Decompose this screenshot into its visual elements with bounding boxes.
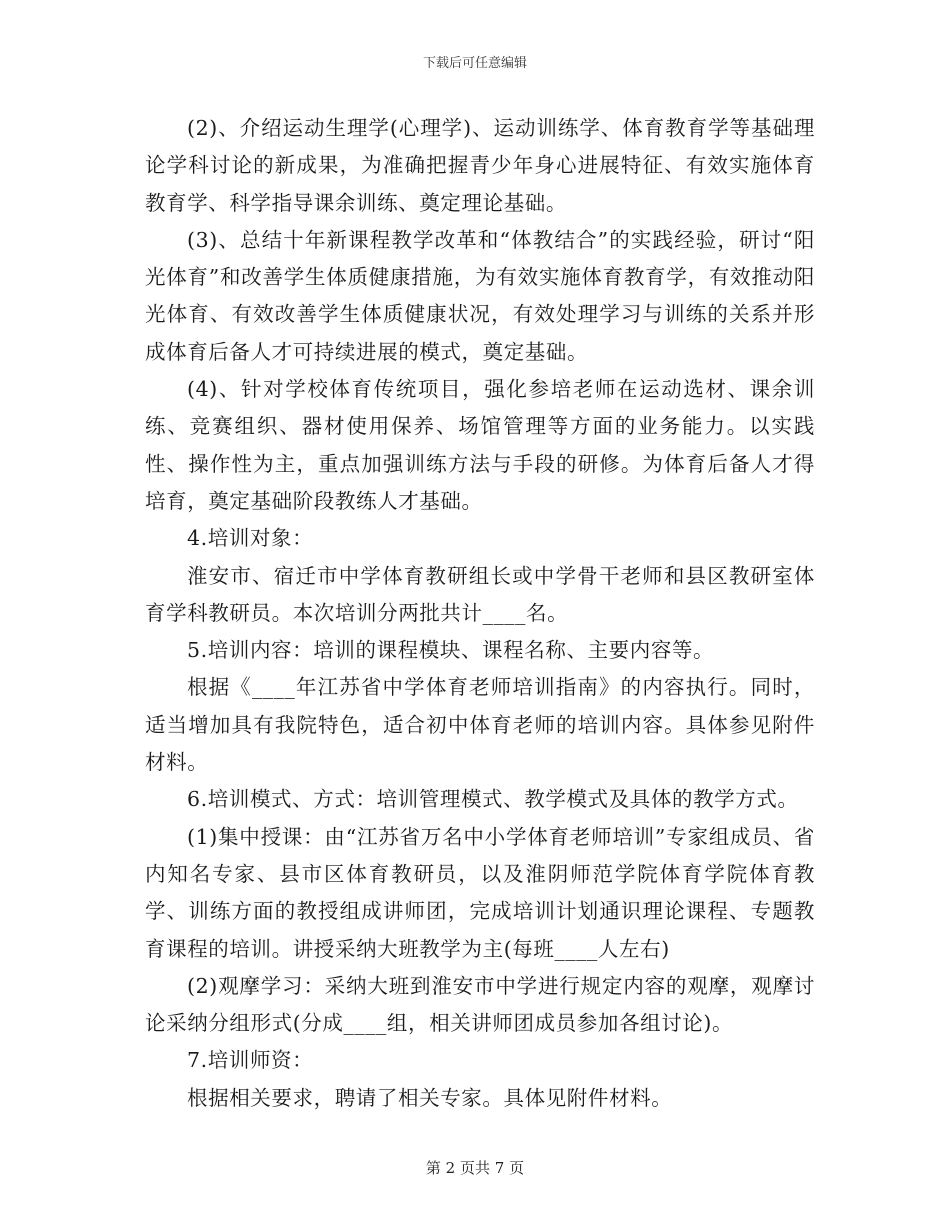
- heading-training-content: 5.培训内容：培训的课程模块、课程名称、主要内容等。: [187, 638, 715, 663]
- paragraph-training-teachers: 根据相关要求，聘请了相关专家。具体见附件材料。: [187, 1085, 673, 1110]
- paragraph-observation-learning: (2)观摩学习：采纳大班到淮安市中学进行规定内容的观摩，观摩讨论采纳分组形式(分成____组，相关讲师团成员参加各组讨论)。: [145, 973, 815, 1036]
- heading-training-teachers: 7.培训师资：: [187, 1048, 314, 1073]
- paragraph-item-4: (4)、针对学校体育传统项目，强化参培老师在运动选材、课余训练、竞赛组织、器材使用保养、场馆管理等方面的业务能力。以实践性、操作性为主，重点加强训练方法与手段的研修。为体育后备人才得培育，奠定基础阶段教练人才基础。: [145, 377, 815, 513]
- paragraph-centralized-lectures: (1)集中授课：由“江苏省万名中小学体育老师培训”专家组成员、省内知名专家、县市区体育教研员，以及淮阴师范学院体育学院体育教学、训练方面的教授组成讲师团，完成培训计划通识理论课程、专题教育课程的培训。讲授采纳大班教学为主(每班____人左右): [145, 824, 815, 961]
- paragraph-training-targets: 淮安市、宿迁市中学体育教研组长或中学骨干老师和县区教研室体育学科教研员。本次培训分两批共计____名。: [145, 563, 815, 625]
- page-header: 下载后可任意编辑: [422, 56, 527, 71]
- heading-training-mode: 6.培训模式、方式：培训管理模式、教学模式及具体的教学方式。: [187, 787, 799, 812]
- paragraph-item-2: (2)、介绍运动生理学(心理学)、运动训练学、体育教育学等基础理论学科讨论的新成果，为准确把握青少年身心进展特征、有效实施体育教育学、科学指导课余训练、奠定理论基础。: [145, 116, 815, 215]
- page-footer: 第 2 页共 7 页: [425, 1159, 525, 1177]
- heading-training-targets: 4.培训对象：: [187, 526, 314, 551]
- document-body: [145, 110, 815, 1117]
- paragraph-training-content: 根据《____年江苏省中学体育老师培训指南》的内容执行。同时，适当增加具有我院特色，适合初中体育老师的培训内容。具体参见附件材料。: [145, 675, 815, 775]
- paragraph-item-3: (3)、总结十年新课程教学改革和“体教结合”的实践经验，研讨“阳光体育”和改善学生体质健康措施，为有效实施体育教育学，有效推动阳光体育、有效改善学生体质健康状况，有效处理学习与训练的关系并形成体育后备人才可持续进展的模式，奠定基础。: [145, 227, 815, 364]
